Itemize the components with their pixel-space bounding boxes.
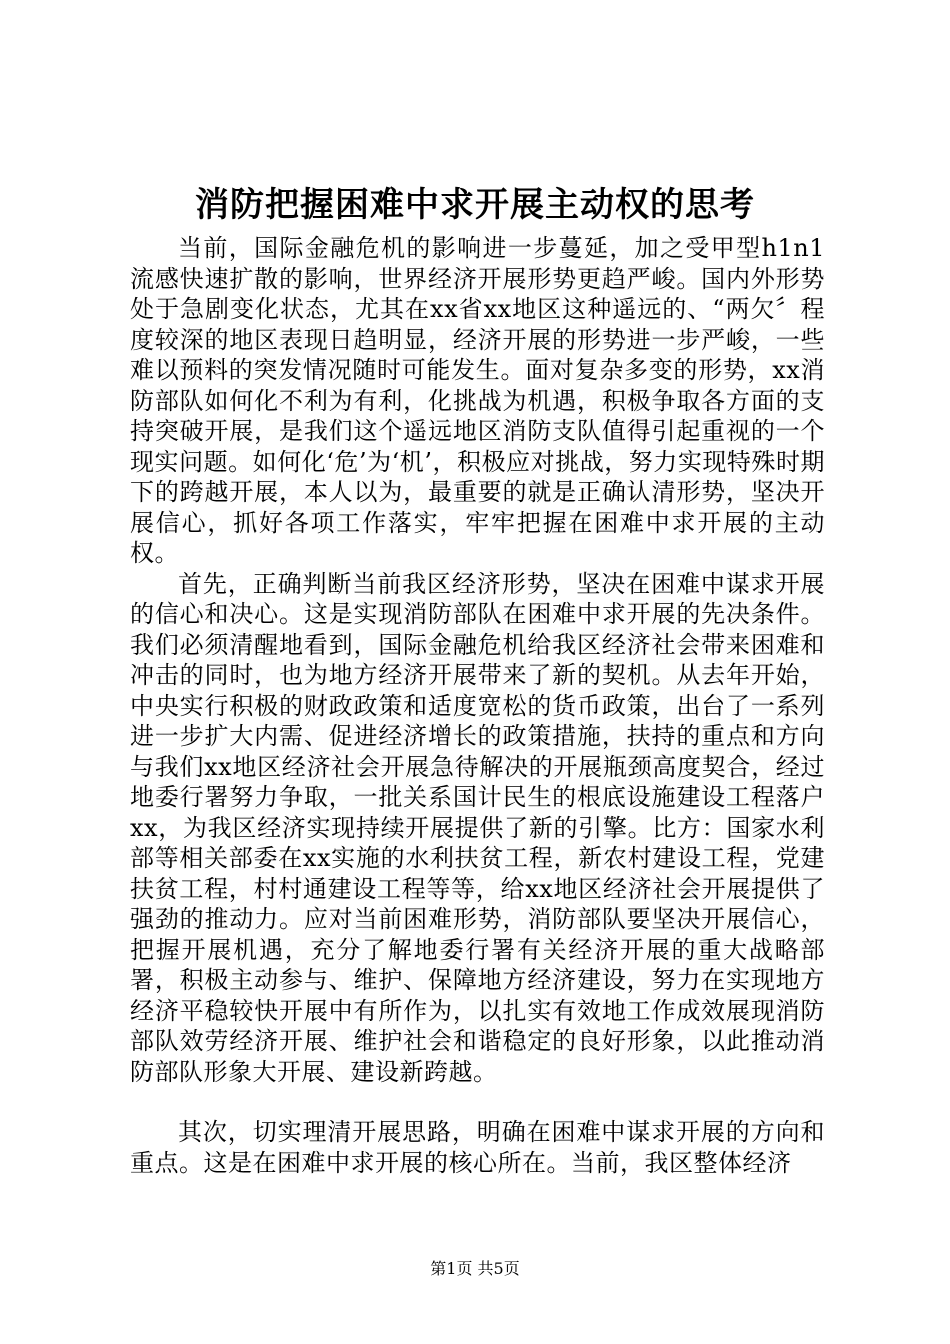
document-title: 消防把握困难中求开展主动权的思考 [195, 185, 755, 225]
page-number-footer: 第1页 共5页 [430, 1259, 520, 1278]
paragraph-second: 其次，切实理清开展思路，明确在困难中谋求开展的方向和重点。这是在困难中求开展的核心所在。当前，我区整体经济 [130, 1118, 825, 1177]
document-body [130, 233, 825, 1178]
paragraph-spacer [130, 1087, 825, 1117]
paragraph-intro: 当前，国际金融危机的影响进一步蔓延，加之受甲型h1n1流感快速扩散的影响，世界经济开展形势更趋严峻。国内外形势处于急剧变化状态，尤其在xx省xx地区这种遥远的、“两欠〞程度较深的地区表现日趋明显，经济开展的形势进一步严峻，一些难以预料的突发情况随时可能发生。面对复杂多变的形势，xx消防部队如何化不利为有利，化挑战为机遇，积极争取各方面的支持突破开展，是我们这个遥远地区消防支队值得引起重视的一个现实问题。如何化‘危’为‘机’，积极应对挑战，努力实现特殊时期下的跨越开展，本人以为，最重要的就是正确认清形势，坚决开展信心，抓好各项工作落实，牢牢把握在困难中求开展的主动权。 [130, 234, 825, 567]
paragraph-first: 首先，正确判断当前我区经济形势，坚决在困难中谋求开展的信心和决心。这是实现消防部队在困难中求开展的先决条件。我们必须清醒地看到，国际金融危机给我区经济社会带来困难和冲击的同时，也为地方经济开展带来了新的契机。从去年开始，中央实行积极的财政政策和适度宽松的货币政策，出台了一系列进一步扩大内需、促进经济增长的政策措施，扶持的重点和方向与我们xx地区经济社会开展急待解决的开展瓶颈高度契合，经过地委行署努力争取，一批关系国计民生的根底设施建设工程落户xx，为我区经济实现持续开展提供了新的引擎。比方：国家水利部等相关部委在xx实施的水利扶贫工程，新农村建设工程，党建扶贫工程，村村通建设工程等等，给xx地区经济社会开展提供了强劲的推动力。应对当前困难形势，消防部队要坚决开展信心，把握开展机遇，充分了解地委行署有关经济开展的重大战略部署，积极主动参与、维护、保障地方经济建设，努力在实现地方经济平稳较快开展中有所作为，以扎实有效地工作成效展现消防部队效劳经济开展、维护社会和谐稳定的良好形象，以此推动消防部队形象大开展、建设新跨越。 [130, 569, 825, 1086]
